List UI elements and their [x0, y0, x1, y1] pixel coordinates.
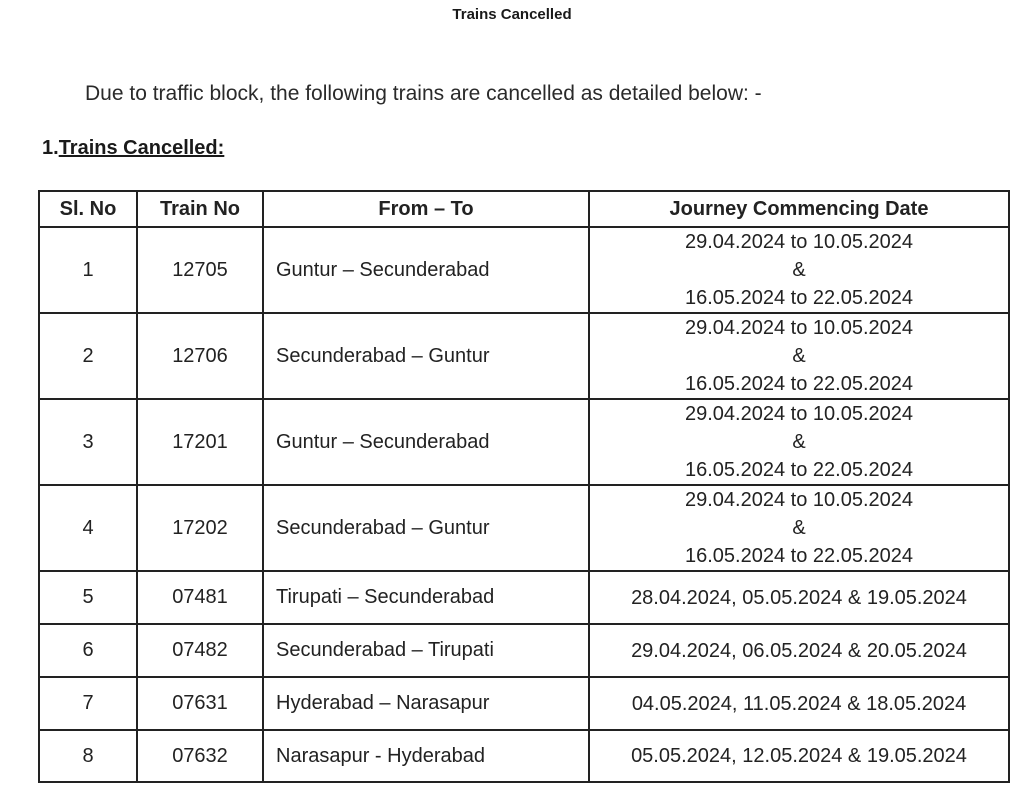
- header-journey-date: Journey Commencing Date: [589, 191, 1009, 227]
- table-row: [39, 227, 1009, 313]
- date-range-2: 16.05.2024 to 22.05.2024: [685, 373, 913, 395]
- cell-sl-no: 8: [39, 730, 137, 782]
- cell-journey-date: [589, 227, 1009, 313]
- table-row: [39, 571, 1009, 624]
- cell-journey-date: [589, 313, 1009, 399]
- page-title: Trains Cancelled: [452, 6, 572, 23]
- header-from-to: From – To: [263, 191, 589, 227]
- cell-route: Guntur – Secunderabad: [263, 227, 589, 313]
- cell-route: Tirupati – Secunderabad: [263, 571, 589, 624]
- table-row: [39, 313, 1009, 399]
- cell-journey-date: 28.04.2024, 05.05.2024 & 19.05.2024: [589, 571, 1009, 624]
- cell-sl-no: 3: [39, 399, 137, 485]
- cell-sl-no: 5: [39, 571, 137, 624]
- cell-train-no: 07482: [137, 624, 263, 677]
- cell-sl-no: 7: [39, 677, 137, 730]
- date-range-1: 29.04.2024 to 10.05.2024: [685, 403, 913, 425]
- header-sl-no: Sl. No: [39, 191, 137, 227]
- date-separator: &: [792, 345, 806, 367]
- cell-route: Hyderabad – Narasapur: [263, 677, 589, 730]
- date-range-1: 29.04.2024 to 10.05.2024: [685, 489, 913, 511]
- cell-route: Secunderabad – Tirupati: [263, 624, 589, 677]
- cell-journey-date: 04.05.2024, 11.05.2024 & 18.05.2024: [589, 677, 1009, 730]
- date-range-2: 16.05.2024 to 22.05.2024: [685, 545, 913, 567]
- cell-train-no: 12706: [137, 313, 263, 399]
- date-separator: &: [792, 259, 806, 281]
- cell-route: Narasapur - Hyderabad: [263, 730, 589, 782]
- table-row: [39, 624, 1009, 677]
- cell-route: Guntur – Secunderabad: [263, 399, 589, 485]
- cell-journey-date: 29.04.2024, 06.05.2024 & 20.05.2024: [589, 624, 1009, 677]
- table-row: [39, 677, 1009, 730]
- cell-train-no: 17202: [137, 485, 263, 571]
- header-train-no: Train No: [137, 191, 263, 227]
- table-row: [39, 730, 1009, 782]
- cell-train-no: 07481: [137, 571, 263, 624]
- section-number: 1.: [42, 137, 59, 159]
- cell-journey-date: [589, 485, 1009, 571]
- cell-sl-no: 1: [39, 227, 137, 313]
- section-title: Trains Cancelled:: [58, 137, 225, 159]
- section-heading: [42, 137, 224, 160]
- date-separator: &: [792, 431, 806, 453]
- table-header-row: [39, 191, 1009, 227]
- cancelled-trains-table: [38, 190, 1010, 783]
- cell-train-no: 07632: [137, 730, 263, 782]
- intro-paragraph: Due to traffic block, the following trains are cancelled as detailed below: -: [85, 82, 762, 105]
- cell-journey-date: 05.05.2024, 12.05.2024 & 19.05.2024: [589, 730, 1009, 782]
- date-range-2: 16.05.2024 to 22.05.2024: [685, 459, 913, 481]
- cell-train-no: 12705: [137, 227, 263, 313]
- cell-journey-date: [589, 399, 1009, 485]
- date-range-1: 29.04.2024 to 10.05.2024: [685, 231, 913, 253]
- table-row: [39, 399, 1009, 485]
- date-range-2: 16.05.2024 to 22.05.2024: [685, 287, 913, 309]
- date-separator: &: [792, 517, 806, 539]
- date-range-1: 29.04.2024 to 10.05.2024: [685, 317, 913, 339]
- cell-sl-no: 4: [39, 485, 137, 571]
- cell-sl-no: 6: [39, 624, 137, 677]
- table-row: [39, 485, 1009, 571]
- cell-route: Secunderabad – Guntur: [263, 313, 589, 399]
- cell-sl-no: 2: [39, 313, 137, 399]
- cell-train-no: 17201: [137, 399, 263, 485]
- cell-train-no: 07631: [137, 677, 263, 730]
- cell-route: Secunderabad – Guntur: [263, 485, 589, 571]
